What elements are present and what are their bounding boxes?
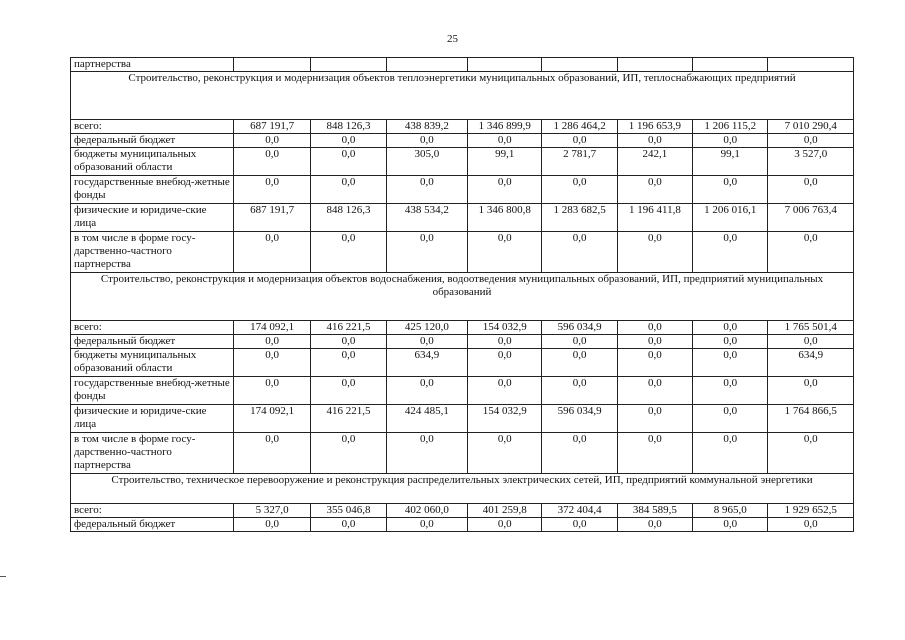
value-cell: 687 191,7 — [233, 204, 310, 232]
value-cell: 0,0 — [542, 232, 617, 273]
total-value-cell: 0,0 — [768, 134, 854, 148]
row-label: в том числе в форме госу-дарственно-частного партнерства — [71, 232, 234, 273]
row-label: в том числе в форме госу-дарственно-частного партнерства — [71, 433, 234, 474]
value-cell: 384 589,5 — [617, 504, 692, 518]
value-cell: 0,0 — [386, 377, 467, 405]
empty-cell — [617, 58, 692, 72]
value-cell: 1 206 115,2 — [693, 120, 768, 134]
value-cell: 0,0 — [233, 148, 310, 176]
total-value-cell: 0,0 — [768, 176, 854, 204]
value-cell: 0,0 — [233, 377, 310, 405]
row-label: федеральный бюджет — [71, 518, 234, 532]
table-row — [71, 120, 854, 134]
table-row — [71, 335, 854, 349]
value-cell: 0,0 — [542, 433, 617, 474]
table-row — [71, 58, 854, 72]
section-header-row — [71, 474, 854, 504]
value-cell: 0,0 — [693, 377, 768, 405]
row-label: бюджеты муниципальных образований области — [71, 148, 234, 176]
total-value-cell: 0,0 — [768, 433, 854, 474]
value-cell: 416 221,5 — [311, 321, 386, 335]
value-cell: 372 404,4 — [542, 504, 617, 518]
section-title: Строительство, реконструкция и модернизация объектов теплоэнергетики муниципальных образований, ИП, теплоснабжающих предприятий — [71, 72, 854, 120]
value-cell: 687 191,7 — [233, 120, 310, 134]
table-row — [71, 321, 854, 335]
value-cell: 0,0 — [693, 405, 768, 433]
value-cell: 0,0 — [468, 335, 542, 349]
section-title: Строительство, реконструкция и модернизация объектов водоснабжения, водоотведения муниципальных образований, ИП, предприятий муниципальных образований — [71, 273, 854, 321]
value-cell: 0,0 — [311, 148, 386, 176]
value-cell: 0,0 — [617, 176, 692, 204]
empty-cell — [768, 58, 854, 72]
row-label: всего: — [71, 504, 234, 518]
total-value-cell: 0,0 — [768, 518, 854, 532]
table-row — [71, 176, 854, 204]
value-cell: 0,0 — [693, 335, 768, 349]
value-cell: 0,0 — [468, 377, 542, 405]
empty-cell — [542, 58, 617, 72]
value-cell: 0,0 — [617, 134, 692, 148]
total-value-cell: 1 929 652,5 — [768, 504, 854, 518]
value-cell: 0,0 — [386, 134, 467, 148]
value-cell: 0,0 — [617, 232, 692, 273]
value-cell: 0,0 — [233, 134, 310, 148]
value-cell: 0,0 — [386, 176, 467, 204]
value-cell: 0,0 — [468, 176, 542, 204]
value-cell: 0,0 — [233, 335, 310, 349]
value-cell: 438 534,2 — [386, 204, 467, 232]
value-cell: 0,0 — [542, 349, 617, 377]
value-cell: 424 485,1 — [386, 405, 467, 433]
row-label: государственные внебюд-жетные фонды — [71, 176, 234, 204]
value-cell: 402 060,0 — [386, 504, 467, 518]
value-cell: 242,1 — [617, 148, 692, 176]
row-label: физические и юридиче-ские лица — [71, 204, 234, 232]
total-value-cell: 7 006 763,4 — [768, 204, 854, 232]
value-cell: 0,0 — [693, 176, 768, 204]
value-cell: 0,0 — [311, 232, 386, 273]
value-cell: 0,0 — [468, 232, 542, 273]
value-cell: 0,0 — [693, 321, 768, 335]
table-row — [71, 433, 854, 474]
value-cell: 154 032,9 — [468, 405, 542, 433]
value-cell: 0,0 — [386, 433, 467, 474]
value-cell: 0,0 — [468, 433, 542, 474]
value-cell: 848 126,3 — [311, 120, 386, 134]
total-value-cell: 634,9 — [768, 349, 854, 377]
value-cell: 438 839,2 — [386, 120, 467, 134]
total-value-cell: 7 010 290,4 — [768, 120, 854, 134]
value-cell: 0,0 — [386, 518, 467, 532]
value-cell: 0,0 — [617, 433, 692, 474]
value-cell: 0,0 — [693, 518, 768, 532]
value-cell: 1 346 899,9 — [468, 120, 542, 134]
total-value-cell: 0,0 — [768, 335, 854, 349]
value-cell: 0,0 — [693, 232, 768, 273]
total-value-cell: 0,0 — [768, 232, 854, 273]
value-cell: 1 206 016,1 — [693, 204, 768, 232]
value-cell: 0,0 — [386, 232, 467, 273]
section-header-row — [71, 72, 854, 120]
empty-cell — [386, 58, 467, 72]
table-row — [71, 504, 854, 518]
table-row — [71, 518, 854, 532]
value-cell: 355 046,8 — [311, 504, 386, 518]
value-cell: 174 092,1 — [233, 321, 310, 335]
value-cell: 174 092,1 — [233, 405, 310, 433]
row-label: федеральный бюджет — [71, 134, 234, 148]
page-number: 25 — [447, 33, 458, 45]
value-cell: 0,0 — [542, 335, 617, 349]
value-cell: 596 034,9 — [542, 405, 617, 433]
value-cell: 154 032,9 — [468, 321, 542, 335]
value-cell: 0,0 — [617, 377, 692, 405]
row-label: физические и юридиче-ские лица — [71, 405, 234, 433]
value-cell: 0,0 — [617, 321, 692, 335]
value-cell: 0,0 — [468, 134, 542, 148]
value-cell: 0,0 — [233, 176, 310, 204]
value-cell: 0,0 — [311, 433, 386, 474]
value-cell: 0,0 — [617, 405, 692, 433]
value-cell: 634,9 — [386, 349, 467, 377]
value-cell: 0,0 — [542, 518, 617, 532]
value-cell: 2 781,7 — [542, 148, 617, 176]
value-cell: 0,0 — [311, 176, 386, 204]
margin-mark — [0, 576, 6, 577]
empty-cell — [468, 58, 542, 72]
value-cell: 305,0 — [386, 148, 467, 176]
value-cell: 425 120,0 — [386, 321, 467, 335]
total-value-cell: 0,0 — [768, 377, 854, 405]
value-cell: 0,0 — [233, 232, 310, 273]
table-row — [71, 204, 854, 232]
row-label: партнерства — [71, 58, 234, 72]
value-cell: 1 196 653,9 — [617, 120, 692, 134]
value-cell: 99,1 — [693, 148, 768, 176]
value-cell: 0,0 — [542, 377, 617, 405]
row-label: федеральный бюджет — [71, 335, 234, 349]
value-cell: 1 346 800,8 — [468, 204, 542, 232]
row-label: всего: — [71, 120, 234, 134]
value-cell: 0,0 — [617, 518, 692, 532]
table-row — [71, 232, 854, 273]
section-title: Строительство, техническое перевооружение и реконструкция распределительных электрических сетей, ИП, предприятий коммунальной энергетики — [71, 474, 854, 504]
table-row — [71, 405, 854, 433]
value-cell: 0,0 — [617, 335, 692, 349]
value-cell: 1 283 682,5 — [542, 204, 617, 232]
row-label: бюджеты муниципальных образований области — [71, 349, 234, 377]
value-cell: 0,0 — [693, 349, 768, 377]
value-cell: 0,0 — [311, 518, 386, 532]
table-row — [71, 148, 854, 176]
value-cell: 1 196 411,8 — [617, 204, 692, 232]
value-cell: 0,0 — [233, 349, 310, 377]
value-cell: 848 126,3 — [311, 204, 386, 232]
total-value-cell: 3 527,0 — [768, 148, 854, 176]
empty-cell — [233, 58, 310, 72]
value-cell: 0,0 — [542, 176, 617, 204]
value-cell: 0,0 — [693, 134, 768, 148]
value-cell: 0,0 — [233, 518, 310, 532]
value-cell: 416 221,5 — [311, 405, 386, 433]
value-cell: 0,0 — [542, 134, 617, 148]
table-row — [71, 134, 854, 148]
empty-cell — [693, 58, 768, 72]
table-row — [71, 349, 854, 377]
table-row — [71, 377, 854, 405]
budget-table — [70, 57, 854, 532]
value-cell: 0,0 — [468, 349, 542, 377]
total-value-cell: 1 764 866,5 — [768, 405, 854, 433]
row-label: всего: — [71, 321, 234, 335]
value-cell: 0,0 — [311, 349, 386, 377]
value-cell: 0,0 — [693, 433, 768, 474]
value-cell: 0,0 — [386, 335, 467, 349]
value-cell: 596 034,9 — [542, 321, 617, 335]
value-cell: 401 259,8 — [468, 504, 542, 518]
empty-cell — [311, 58, 386, 72]
value-cell: 0,0 — [233, 433, 310, 474]
value-cell: 5 327,0 — [233, 504, 310, 518]
value-cell: 8 965,0 — [693, 504, 768, 518]
value-cell: 0,0 — [617, 349, 692, 377]
total-value-cell: 1 765 501,4 — [768, 321, 854, 335]
value-cell: 0,0 — [311, 134, 386, 148]
row-label: государственные внебюд-жетные фонды — [71, 377, 234, 405]
value-cell: 1 286 464,2 — [542, 120, 617, 134]
value-cell: 0,0 — [311, 335, 386, 349]
value-cell: 0,0 — [468, 518, 542, 532]
value-cell: 99,1 — [468, 148, 542, 176]
value-cell: 0,0 — [311, 377, 386, 405]
section-header-row — [71, 273, 854, 321]
